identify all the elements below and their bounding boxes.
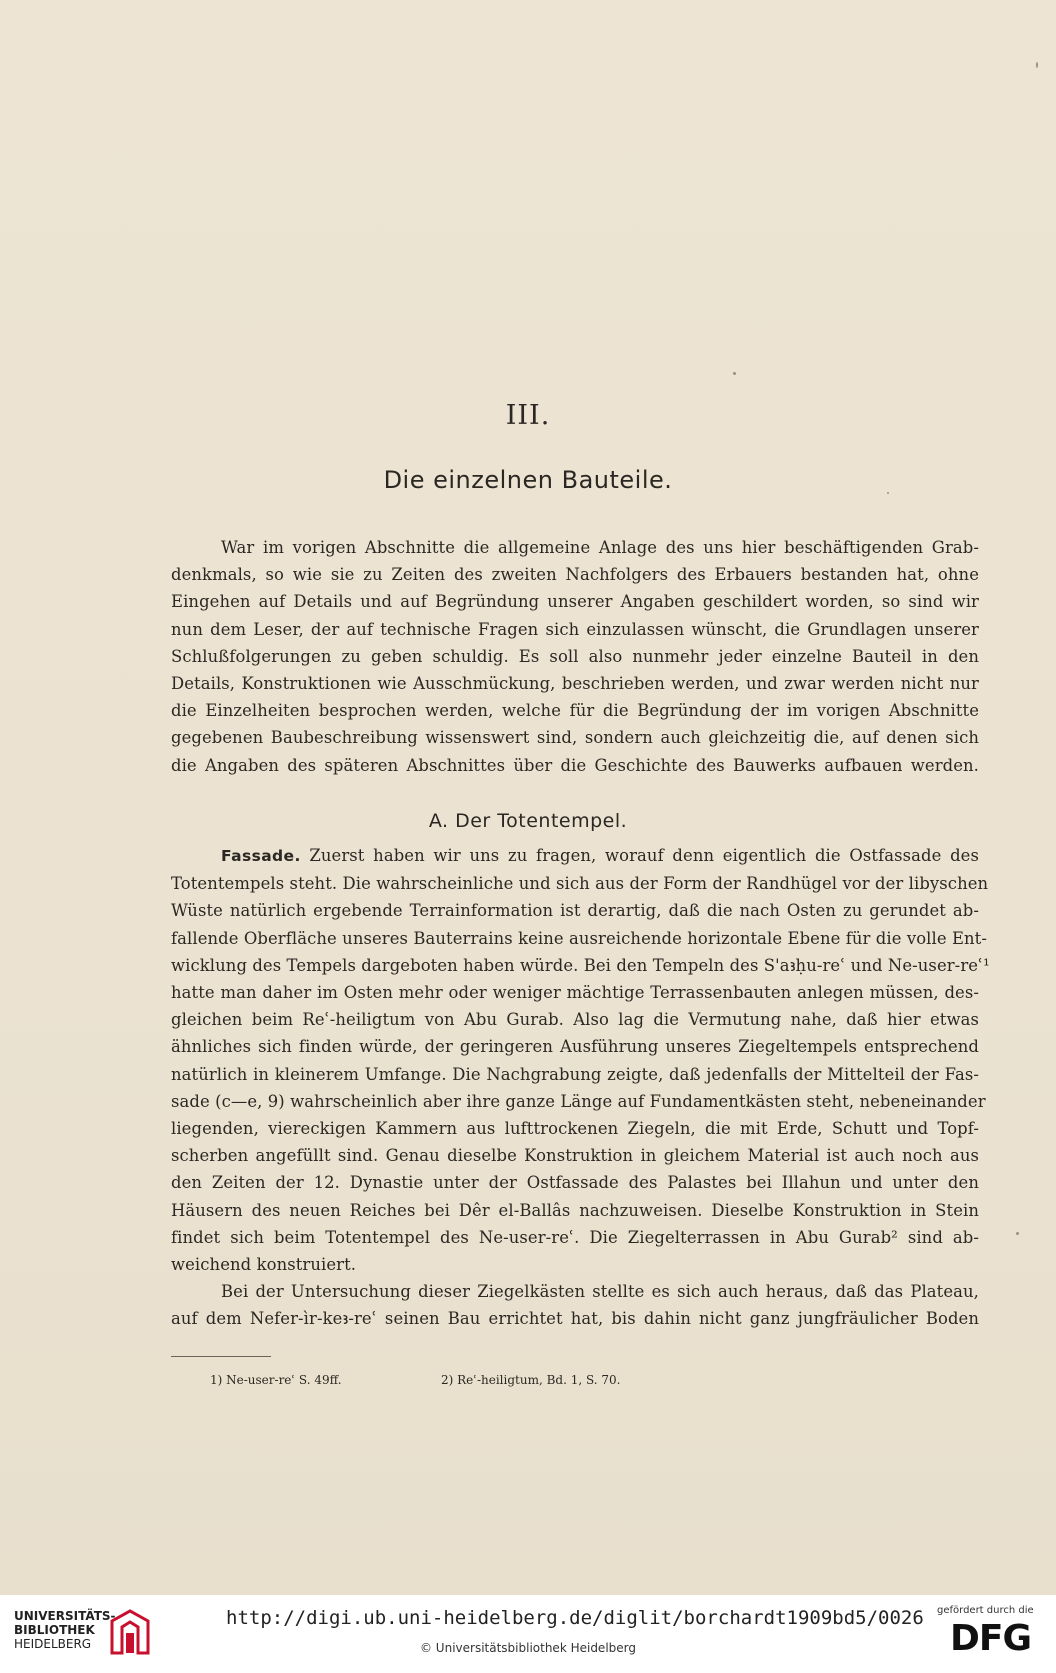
text-line: findet sich beim Totentempel des Ne-user-reʿ. Die Ziegelterrassen in Abu Gurab² sind ab-: [171, 1227, 979, 1247]
text-line: Details, Konstruktionen wie Ausschmückung, beschrieben werden, und zwar werden nicht nur: [171, 674, 979, 694]
text-line: Schlußfolgerungen zu geben schuldig. Es soll also nunmehr jeder einzelne Bauteil in den: [171, 646, 979, 666]
section-title: A. Der Totentempel.: [428, 810, 628, 832]
footnote-2: 2) Reʿ-heiligtum, Bd. 1, S. 70.: [441, 1373, 621, 1387]
text-line: gleichen beim Reʿ-heiligtum von Abu Gurab. Also lag die Vermutung nahe, daß hier etwas: [171, 1010, 979, 1030]
text-line: die Einzelheiten besprochen werden, welche für die Begründung der im vorigen Abschnitte: [171, 701, 979, 721]
chapter-title: Die einzelnen Bauteile.: [383, 466, 673, 494]
footnote-1: 1) Ne-user-reʿ S. 49ff.: [210, 1373, 342, 1387]
paper-speck: [887, 492, 889, 494]
text-line-lead: [171, 842, 979, 870]
dfg-logo[interactable]: DFG: [950, 1618, 1032, 1659]
text-line: scherben angefüllt sind. Genau dieselbe Konstruktion in gleichem Material ist auch noch aus: [171, 1146, 979, 1166]
text-line: nun dem Leser, der auf technische Fragen sich einzulassen wünscht, die Grundlagen unserer: [171, 619, 979, 639]
text-line: liegenden, viereckigen Kammern aus lufttrockenen Ziegeln, die mit Erde, Schutt und Topf-: [171, 1119, 979, 1139]
copyright-notice: © Universitätsbibliothek Heidelberg: [419, 1641, 636, 1655]
fassade-paragraph: [171, 842, 990, 1333]
text-line: Totentempels steht. Die wahrscheinliche und sich aus der Form der Randhügel vor der libyschen: [171, 874, 989, 894]
chapter-number: III.: [505, 400, 551, 431]
paper-speck: [733, 372, 736, 375]
text-line: hatte man daher im Osten mehr oder weniger mächtige Terrassenbauten anlegen müssen, des-: [171, 983, 979, 1003]
paper-speck: [1016, 1232, 1019, 1235]
text-line: fallende Oberfläche unseres Bauterrains keine ausreichende horizontale Ebene für die volle Ent-: [171, 928, 988, 948]
text-line: die Angaben des späteren Abschnittes über die Geschichte des Bauwerks aufbauen werden.: [171, 755, 979, 775]
text-line: gegebenen Baubeschreibung wissenswert sind, sondern auch gleichzeitig die, auf denen sich: [171, 728, 979, 748]
text-line: auf dem Nefer-ìr-keꜣ-reʿ seinen Bau errichtet hat, bis dahin nicht ganz jungfräulicher Boden: [171, 1309, 979, 1329]
lead-line-text: Zuerst haben wir uns zu fragen, worauf denn eigentlich die Ostfassade des: [300, 846, 979, 865]
permalink-url[interactable]: http://digi.ub.uni-heidelberg.de/diglit/borchardt1909bd5/0026: [226, 1607, 924, 1629]
library-name-2: BIBLIOTHEK: [14, 1623, 95, 1637]
footnote-rule: [171, 1356, 271, 1357]
viewer-footer: [0, 1595, 1056, 1673]
library-name-1: UNIVERSITÄTS-: [14, 1609, 116, 1623]
text-line: War im vorigen Abschnitte die allgemeine Anlage des uns hier beschäftigenden Grab-: [221, 538, 979, 557]
text-line: denkmals, so wie sie zu Zeiten des zweiten Nachfolgers des Erbauers bestanden hat, ohne: [171, 565, 979, 585]
fassade-heading: Fassade.: [221, 847, 301, 865]
text-line: Bei der Untersuchung dieser Ziegelkästen stellte es sich auch heraus, daß das Plateau,: [221, 1282, 979, 1302]
paper-speck: [1036, 62, 1038, 68]
text-line: Wüste natürlich ergebende Terrainformation ist derartig, daß die nach Osten zu gerundet ab-: [171, 901, 979, 921]
text-line: Eingehen auf Details und auf Begründung unserer Angaben geschildert worden, so sind wir: [171, 592, 979, 612]
text-line-last: weichend konstruiert.: [171, 1255, 357, 1275]
text-line: natürlich in kleinerem Umfange. Die Nachgrabung zeigte, daß jedenfalls der Mittelteil der Fas-: [171, 1064, 979, 1084]
funding-note: gefördert durch die: [937, 1605, 1034, 1616]
text-line: den Zeiten der 12. Dynastie unter der Ostfassade des Palastes bei Illahun und unter den: [171, 1173, 979, 1193]
text-line: ähnliches sich finden würde, der geringeren Ausführung unseres Ziegeltempels entsprechend: [171, 1037, 979, 1057]
library-name-3: HEIDELBERG: [14, 1637, 92, 1651]
text-line: sade (c—e, 9) wahrscheinlich aber ihre ganze Länge auf Fundamentkästen steht, nebeneinander: [171, 1091, 986, 1111]
text-line: wicklung des Tempels dargeboten haben würde. Bei den Tempeln des S'aꜣḥu-reʿ und Ne-user-reʿ¹: [171, 955, 990, 975]
text-line: Häusern des neuen Reiches bei Dêr el-Ballâs nachzuweisen. Dieselbe Konstruktion in Stein: [171, 1200, 979, 1220]
intro-paragraph: [171, 534, 979, 779]
